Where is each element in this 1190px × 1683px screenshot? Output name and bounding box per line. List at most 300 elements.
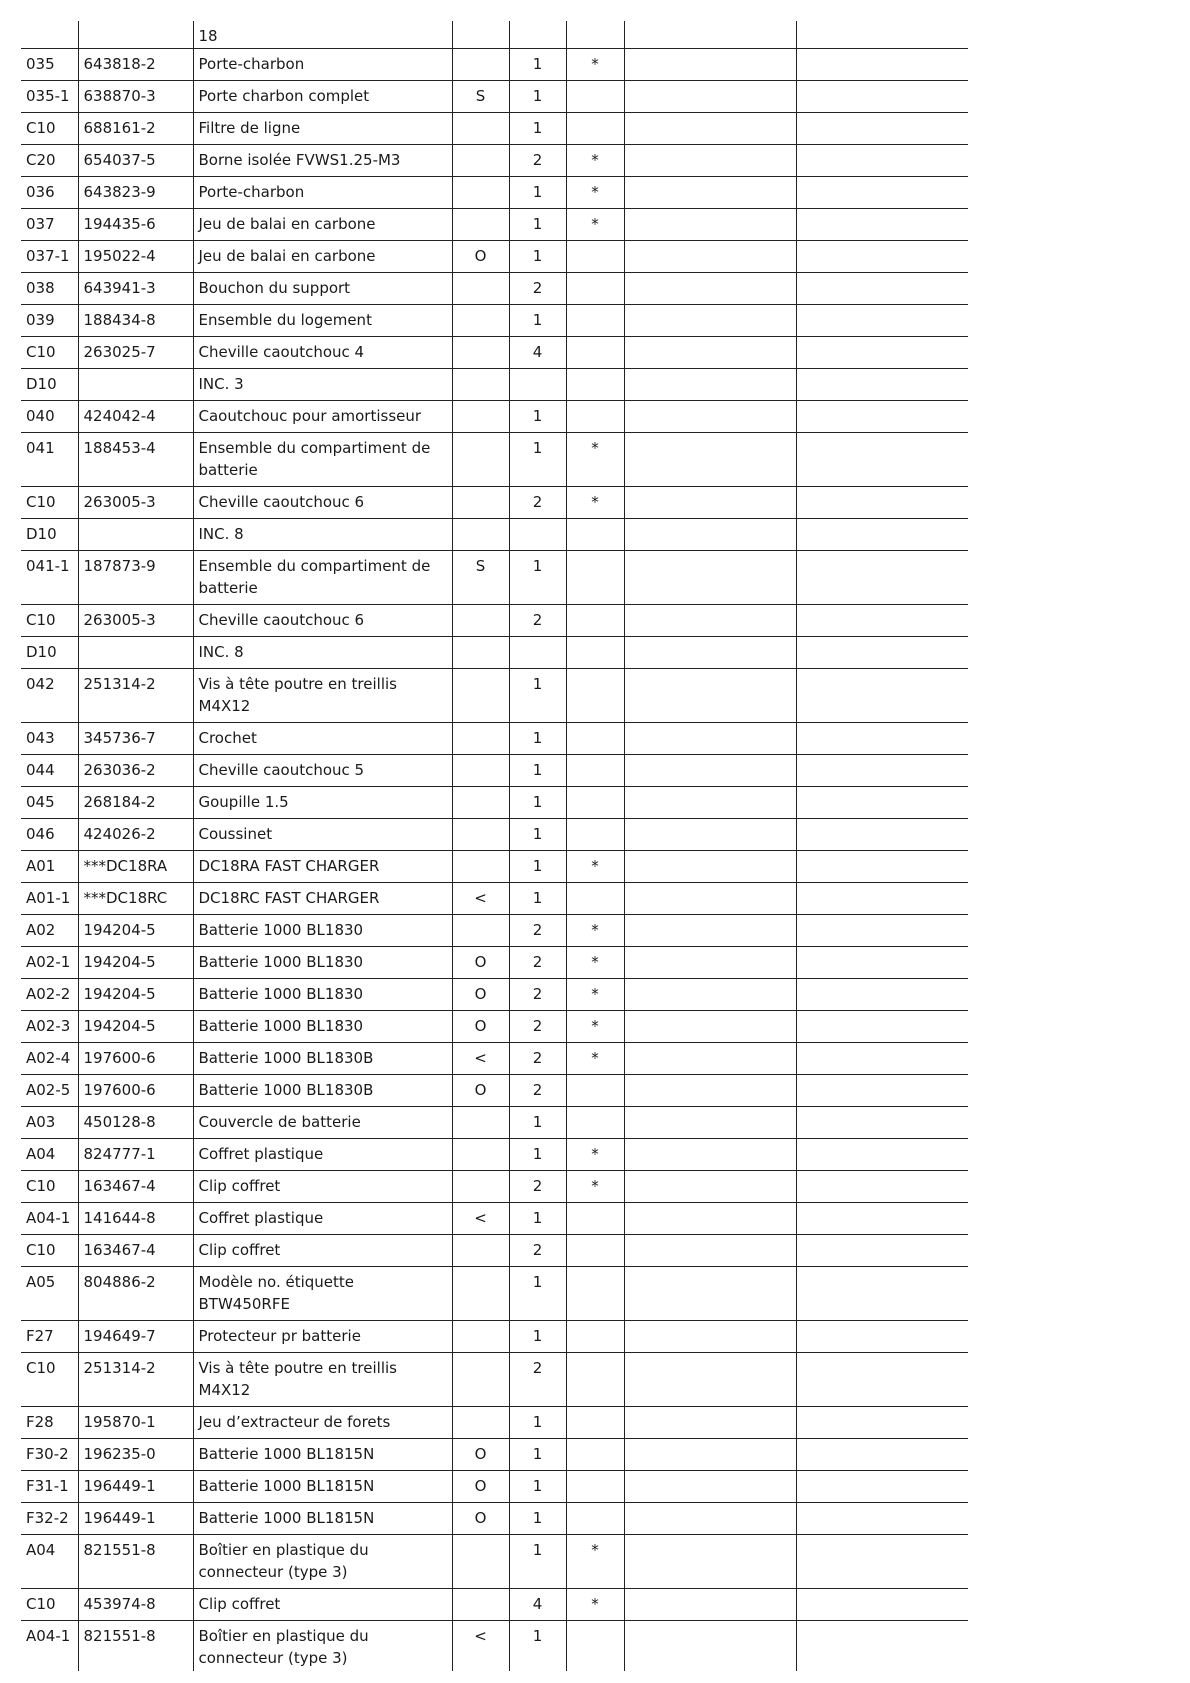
marker-cell: * (566, 208, 624, 240)
quantity-cell: 2 (509, 946, 566, 978)
marker-cell (566, 80, 624, 112)
item-no-cell: A02-3 (21, 1010, 78, 1042)
empty-cell (796, 368, 968, 400)
part-number-cell: 453974-8 (78, 1588, 193, 1620)
item-no-cell: F28 (21, 1406, 78, 1438)
table-row (21, 240, 968, 272)
description-cell: INC. 8 (193, 636, 452, 668)
description-cell: Batterie 1000 BL1830B (193, 1042, 452, 1074)
marker-cell: * (566, 144, 624, 176)
item-no-cell: D10 (21, 518, 78, 550)
item-no-cell: A03 (21, 1106, 78, 1138)
part-number-cell: 188453-4 (78, 432, 193, 486)
table-row (21, 1234, 968, 1266)
description-cell: Jeu de balai en carbone (193, 240, 452, 272)
item-no-cell: 035 (21, 48, 78, 80)
table-row (21, 48, 968, 80)
item-no-cell: A04-1 (21, 1620, 78, 1671)
item-no-cell: C10 (21, 1352, 78, 1406)
part-number-cell: 643823-9 (78, 176, 193, 208)
quantity-cell: 2 (509, 1010, 566, 1042)
empty-cell (624, 208, 796, 240)
empty-cell (624, 112, 796, 144)
empty-cell (796, 978, 968, 1010)
note-cell (452, 754, 509, 786)
table-row (21, 914, 968, 946)
empty-cell (796, 240, 968, 272)
note-cell: S (452, 80, 509, 112)
empty-cell (796, 1534, 968, 1588)
empty-cell (624, 400, 796, 432)
quantity-cell: 2 (509, 1234, 566, 1266)
empty-cell (624, 1234, 796, 1266)
empty-cell (796, 112, 968, 144)
note-cell (452, 1170, 509, 1202)
empty-cell (624, 432, 796, 486)
description-cell: Coussinet (193, 818, 452, 850)
description-cell: Vis à tête poutre en treillis M4X12 (193, 1352, 452, 1406)
part-number-cell: 141644-8 (78, 1202, 193, 1234)
table-row (21, 304, 968, 336)
marker-cell: * (566, 946, 624, 978)
part-number-cell: 194435-6 (78, 208, 193, 240)
quantity-cell: 1 (509, 754, 566, 786)
description-cell: Batterie 1000 BL1830 (193, 1010, 452, 1042)
table-row (21, 518, 968, 550)
empty-cell (796, 272, 968, 304)
description-cell: Jeu d’extracteur de forets (193, 1406, 452, 1438)
empty-cell (624, 1588, 796, 1620)
item-no-cell (21, 21, 78, 48)
description-cell: INC. 8 (193, 518, 452, 550)
table-row (21, 336, 968, 368)
quantity-cell: 1 (509, 550, 566, 604)
part-number-cell: 450128-8 (78, 1106, 193, 1138)
empty-cell (796, 176, 968, 208)
marker-cell (566, 636, 624, 668)
part-number-cell: 196235-0 (78, 1438, 193, 1470)
table-row (21, 1042, 968, 1074)
table-row (21, 1534, 968, 1588)
description-cell: Cheville caoutchouc 4 (193, 336, 452, 368)
note-cell: O (452, 1502, 509, 1534)
part-number-cell: 263025-7 (78, 336, 193, 368)
empty-cell (624, 1320, 796, 1352)
part-number-cell: 194204-5 (78, 1010, 193, 1042)
item-no-cell: 037-1 (21, 240, 78, 272)
marker-cell: * (566, 48, 624, 80)
empty-cell (624, 1352, 796, 1406)
quantity-cell: 2 (509, 1170, 566, 1202)
marker-cell (566, 1106, 624, 1138)
quantity-cell: 1 (509, 1202, 566, 1234)
description-cell: Cheville caoutchouc 5 (193, 754, 452, 786)
table-row (21, 818, 968, 850)
empty-cell (796, 486, 968, 518)
empty-cell (624, 21, 796, 48)
table-row (21, 1010, 968, 1042)
description-cell: Filtre de ligne (193, 112, 452, 144)
empty-cell (796, 722, 968, 754)
description-cell: Coffret plastique (193, 1202, 452, 1234)
empty-cell (624, 946, 796, 978)
empty-cell (624, 176, 796, 208)
marker-cell: * (566, 914, 624, 946)
empty-cell (796, 604, 968, 636)
empty-cell (624, 368, 796, 400)
quantity-cell: 1 (509, 850, 566, 882)
table-row (21, 946, 968, 978)
part-number-cell: 263036-2 (78, 754, 193, 786)
part-number-cell: 188434-8 (78, 304, 193, 336)
note-cell (452, 272, 509, 304)
quantity-cell: 1 (509, 818, 566, 850)
item-no-cell: A02-5 (21, 1074, 78, 1106)
item-no-cell: A01-1 (21, 882, 78, 914)
note-cell: < (452, 1042, 509, 1074)
marker-cell (566, 1202, 624, 1234)
description-cell: Caoutchouc pour amortisseur (193, 400, 452, 432)
item-no-cell: A02 (21, 914, 78, 946)
description-cell: Modèle no. étiquette BTW450RFE (193, 1266, 452, 1320)
description-cell: Batterie 1000 BL1830 (193, 946, 452, 978)
description-cell: Batterie 1000 BL1830 (193, 914, 452, 946)
marker-cell: * (566, 1588, 624, 1620)
item-no-cell: 035-1 (21, 80, 78, 112)
marker-cell (566, 1470, 624, 1502)
table-row (21, 1588, 968, 1620)
empty-cell (624, 1074, 796, 1106)
note-cell: O (452, 240, 509, 272)
table-row (21, 1320, 968, 1352)
description-cell: Batterie 1000 BL1815N (193, 1502, 452, 1534)
table-row (21, 368, 968, 400)
note-cell: O (452, 1438, 509, 1470)
quantity-cell: 1 (509, 1534, 566, 1588)
quantity-cell: 1 (509, 48, 566, 80)
marker-cell (566, 1438, 624, 1470)
table-row (21, 604, 968, 636)
note-cell (452, 1534, 509, 1588)
empty-cell (624, 914, 796, 946)
part-number-cell: 197600-6 (78, 1074, 193, 1106)
item-no-cell: 039 (21, 304, 78, 336)
empty-cell (624, 240, 796, 272)
marker-cell: * (566, 1042, 624, 1074)
note-cell (452, 668, 509, 722)
empty-cell (624, 786, 796, 818)
empty-cell (624, 48, 796, 80)
item-no-cell: A04 (21, 1534, 78, 1588)
table-row (21, 668, 968, 722)
marker-cell: * (566, 176, 624, 208)
empty-cell (796, 882, 968, 914)
empty-cell (796, 850, 968, 882)
note-cell (452, 914, 509, 946)
quantity-cell: 1 (509, 1470, 566, 1502)
description-cell: Cheville caoutchouc 6 (193, 486, 452, 518)
marker-cell: * (566, 850, 624, 882)
empty-cell (796, 946, 968, 978)
empty-cell (796, 668, 968, 722)
empty-cell (624, 818, 796, 850)
empty-cell (796, 304, 968, 336)
table-row (21, 1406, 968, 1438)
part-number-cell: ***DC18RC (78, 882, 193, 914)
item-no-cell: D10 (21, 368, 78, 400)
table-row (21, 1106, 968, 1138)
description-cell: Bouchon du support (193, 272, 452, 304)
description-cell: Cheville caoutchouc 6 (193, 604, 452, 636)
empty-cell (624, 272, 796, 304)
item-no-cell: A05 (21, 1266, 78, 1320)
table-row (21, 80, 968, 112)
note-cell (452, 1106, 509, 1138)
note-cell (452, 304, 509, 336)
quantity-cell: 2 (509, 1352, 566, 1406)
empty-cell (796, 1042, 968, 1074)
part-number-cell: 195870-1 (78, 1406, 193, 1438)
table-row (21, 112, 968, 144)
note-cell (452, 818, 509, 850)
empty-cell (624, 1042, 796, 1074)
quantity-cell: 1 (509, 1266, 566, 1320)
marker-cell (566, 21, 624, 48)
empty-cell (796, 21, 968, 48)
part-number-cell: 196449-1 (78, 1502, 193, 1534)
part-number-cell (78, 21, 193, 48)
table-row (21, 722, 968, 754)
description-cell: Jeu de balai en carbone (193, 208, 452, 240)
empty-cell (624, 1438, 796, 1470)
empty-cell (624, 722, 796, 754)
parts-table-body (21, 21, 968, 1671)
description-cell: Porte-charbon (193, 176, 452, 208)
empty-cell (796, 786, 968, 818)
quantity-cell: 1 (509, 176, 566, 208)
note-cell (452, 636, 509, 668)
description-cell: Ensemble du compartiment de batterie (193, 432, 452, 486)
part-number-cell: 251314-2 (78, 668, 193, 722)
quantity-cell: 2 (509, 272, 566, 304)
marker-cell (566, 786, 624, 818)
quantity-cell (509, 21, 566, 48)
table-row (21, 882, 968, 914)
empty-cell (624, 144, 796, 176)
quantity-cell (509, 636, 566, 668)
note-cell (452, 144, 509, 176)
marker-cell (566, 818, 624, 850)
part-number-cell: 688161-2 (78, 112, 193, 144)
note-cell (452, 1320, 509, 1352)
part-number-cell: 197600-6 (78, 1042, 193, 1074)
part-number-cell: 194649-7 (78, 1320, 193, 1352)
item-no-cell: A01 (21, 850, 78, 882)
note-cell (452, 1138, 509, 1170)
part-number-cell: 821551-8 (78, 1620, 193, 1671)
note-cell (452, 336, 509, 368)
empty-cell (624, 882, 796, 914)
empty-cell (796, 144, 968, 176)
marker-cell: * (566, 978, 624, 1010)
empty-cell (624, 604, 796, 636)
note-cell: O (452, 1470, 509, 1502)
part-number-cell: 643941-3 (78, 272, 193, 304)
empty-cell (796, 636, 968, 668)
item-no-cell: C20 (21, 144, 78, 176)
description-cell: DC18RC FAST CHARGER (193, 882, 452, 914)
note-cell: S (452, 550, 509, 604)
marker-cell (566, 240, 624, 272)
marker-cell (566, 1352, 624, 1406)
quantity-cell: 1 (509, 432, 566, 486)
note-cell (452, 176, 509, 208)
table-row (21, 1620, 968, 1671)
marker-cell: * (566, 432, 624, 486)
note-cell (452, 786, 509, 818)
description-cell: Borne isolée FVWS1.25-M3 (193, 144, 452, 176)
empty-cell (624, 486, 796, 518)
description-cell: Batterie 1000 BL1830B (193, 1074, 452, 1106)
marker-cell (566, 304, 624, 336)
item-no-cell: F30-2 (21, 1438, 78, 1470)
empty-cell (624, 1010, 796, 1042)
description-cell: Porte charbon complet (193, 80, 452, 112)
description-cell: DC18RA FAST CHARGER (193, 850, 452, 882)
empty-cell (624, 668, 796, 722)
part-number-cell: 804886-2 (78, 1266, 193, 1320)
marker-cell (566, 272, 624, 304)
item-no-cell: 042 (21, 668, 78, 722)
item-no-cell: C10 (21, 1588, 78, 1620)
part-number-cell: 163467-4 (78, 1170, 193, 1202)
note-cell (452, 1588, 509, 1620)
empty-cell (624, 336, 796, 368)
part-number-cell: 821551-8 (78, 1534, 193, 1588)
quantity-cell: 2 (509, 1042, 566, 1074)
marker-cell (566, 668, 624, 722)
empty-cell (796, 1234, 968, 1266)
note-cell (452, 432, 509, 486)
note-cell (452, 400, 509, 432)
table-row (21, 1074, 968, 1106)
description-cell: Clip coffret (193, 1588, 452, 1620)
item-no-cell: 045 (21, 786, 78, 818)
marker-cell (566, 518, 624, 550)
marker-cell: * (566, 486, 624, 518)
part-number-cell: 424026-2 (78, 818, 193, 850)
part-number-cell: 643818-2 (78, 48, 193, 80)
empty-cell (796, 1138, 968, 1170)
description-cell: Boîtier en plastique du connecteur (type 3) (193, 1620, 452, 1671)
marker-cell (566, 368, 624, 400)
part-number-cell: 163467-4 (78, 1234, 193, 1266)
parts-table (21, 21, 968, 1671)
note-cell: < (452, 1202, 509, 1234)
empty-cell (796, 1170, 968, 1202)
empty-cell (624, 1620, 796, 1671)
empty-cell (796, 1202, 968, 1234)
part-number-cell: 187873-9 (78, 550, 193, 604)
note-cell: O (452, 1074, 509, 1106)
quantity-cell: 1 (509, 1138, 566, 1170)
quantity-cell: 1 (509, 240, 566, 272)
table-row (21, 21, 968, 48)
part-number-cell: 263005-3 (78, 604, 193, 636)
empty-cell (796, 1352, 968, 1406)
quantity-cell: 4 (509, 336, 566, 368)
empty-cell (796, 1502, 968, 1534)
description-cell: Batterie 1000 BL1815N (193, 1438, 452, 1470)
table-row (21, 550, 968, 604)
item-no-cell: A04 (21, 1138, 78, 1170)
empty-cell (624, 850, 796, 882)
part-number-cell: 824777-1 (78, 1138, 193, 1170)
table-row (21, 786, 968, 818)
description-cell: Vis à tête poutre en treillis M4X12 (193, 668, 452, 722)
item-no-cell: 040 (21, 400, 78, 432)
table-row (21, 978, 968, 1010)
table-row (21, 400, 968, 432)
quantity-cell: 1 (509, 786, 566, 818)
quantity-cell: 1 (509, 722, 566, 754)
marker-cell (566, 604, 624, 636)
note-cell: < (452, 882, 509, 914)
empty-cell (624, 1106, 796, 1138)
marker-cell: * (566, 1534, 624, 1588)
note-cell (452, 368, 509, 400)
part-number-cell: 268184-2 (78, 786, 193, 818)
marker-cell (566, 1620, 624, 1671)
part-number-cell: 196449-1 (78, 1470, 193, 1502)
marker-cell (566, 400, 624, 432)
quantity-cell: 1 (509, 1106, 566, 1138)
description-cell: Batterie 1000 BL1830 (193, 978, 452, 1010)
item-no-cell: 036 (21, 176, 78, 208)
description-cell: Porte-charbon (193, 48, 452, 80)
empty-cell (796, 754, 968, 786)
marker-cell: * (566, 1170, 624, 1202)
note-cell: O (452, 978, 509, 1010)
item-no-cell: F31-1 (21, 1470, 78, 1502)
empty-cell (796, 1588, 968, 1620)
empty-cell (796, 1470, 968, 1502)
empty-cell (796, 550, 968, 604)
quantity-cell: 2 (509, 486, 566, 518)
note-cell: < (452, 1620, 509, 1671)
item-no-cell: C10 (21, 604, 78, 636)
description-cell: Crochet (193, 722, 452, 754)
empty-cell (796, 400, 968, 432)
marker-cell: * (566, 1138, 624, 1170)
marker-cell (566, 1074, 624, 1106)
table-row (21, 1352, 968, 1406)
note-cell (452, 722, 509, 754)
table-row (21, 1438, 968, 1470)
quantity-cell: 1 (509, 1620, 566, 1671)
note-cell (452, 112, 509, 144)
marker-cell (566, 1234, 624, 1266)
marker-cell (566, 882, 624, 914)
quantity-cell: 1 (509, 1320, 566, 1352)
item-no-cell: F32-2 (21, 1502, 78, 1534)
description-cell: Goupille 1.5 (193, 786, 452, 818)
note-cell (452, 208, 509, 240)
empty-cell (624, 1502, 796, 1534)
empty-cell (796, 48, 968, 80)
empty-cell (624, 1266, 796, 1320)
item-no-cell: C10 (21, 336, 78, 368)
